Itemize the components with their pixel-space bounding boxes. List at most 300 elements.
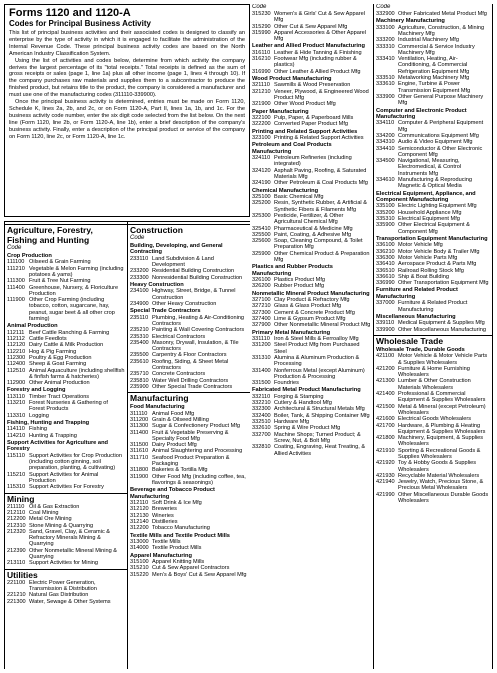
code-row <box>252 200 371 213</box>
activity-label: Household Appliance Mfg <box>398 209 462 216</box>
activity-code: 315100 <box>130 558 149 565</box>
activity-code: 311400 <box>130 429 149 436</box>
code-row <box>7 453 125 472</box>
activity-code: 221210 <box>7 592 26 599</box>
activity-code: 335100 <box>376 203 395 210</box>
activity-code: 334500 <box>376 158 395 165</box>
activity-code: 322100 <box>252 115 271 122</box>
code-row <box>7 266 125 279</box>
activity-label: Coating, Engraving, Heat Treating, & Allied Activities <box>274 444 366 457</box>
code-column-c <box>250 4 374 669</box>
activity-label: Alumina & Aluminum Production & Processing <box>274 354 360 368</box>
activity-label: Other Miscellaneous Manufacturing <box>398 326 486 333</box>
group-heading: Animal Production <box>7 323 58 330</box>
activity-code: 336610 <box>376 273 395 280</box>
code-row <box>252 69 371 75</box>
group-heading: Apparel Manufacturing <box>130 552 192 559</box>
activity-label: Veneer, Plywood, & Engineered Wood Product Mfg <box>274 88 369 102</box>
activity-label: Furniture & Home Furnishing Wholesalers <box>398 365 470 379</box>
group-heading: Beverage and Tobacco Product Manufacturing <box>130 487 215 500</box>
activity-label: Distilleries <box>152 518 178 525</box>
activity-code: 421500 <box>376 403 395 410</box>
activity-label: Water Well Drilling Contractors <box>152 377 229 384</box>
activity-label: Textile Mills <box>152 538 181 545</box>
activity-label: Other Nonmetallic Mineral Mining & Quarrying <box>29 547 117 561</box>
code-row <box>376 120 490 133</box>
code-row <box>376 479 490 492</box>
activity-label: Sheep & Goat Farming <box>29 361 87 368</box>
code-row <box>252 30 371 43</box>
activity-code: 332400 <box>252 412 271 419</box>
code-row <box>376 146 490 159</box>
activity-label: Sugar & Confectionery Product Mfg <box>152 423 240 430</box>
code-row <box>376 56 490 75</box>
activity-code: 316110 <box>252 49 271 56</box>
activity-label: Computer & Peripheral Equipment Mfg <box>398 120 484 133</box>
activity-code: 111300 <box>7 278 25 285</box>
activity-code: 234900 <box>130 301 149 307</box>
activity-label: Coal Mining <box>29 509 59 516</box>
activity-label: Other Fabricated Metal Product Mfg <box>398 11 487 17</box>
activity-code: 315220 <box>130 571 149 578</box>
code-column-label: Code <box>376 4 391 10</box>
activity-label: Apparel Accessories & Other Apparel Mfg <box>274 29 367 43</box>
activity-code: 334310 <box>376 139 395 146</box>
activity-code: 327100 <box>252 297 271 304</box>
activity-label: Recyclable Material Wholesalers <box>398 472 480 479</box>
activity-code: 235500 <box>130 352 149 359</box>
activity-code: 312120 <box>130 506 149 513</box>
activity-label: Residential Building Construction <box>152 268 235 275</box>
activity-code: 235810 <box>130 377 149 384</box>
activity-code: 325100 <box>252 194 271 201</box>
activity-label: Dairy Cattle & Milk Production <box>29 342 104 349</box>
activity-label: Engine, Turbine & Power Transmission Equipment Mfg <box>398 81 471 94</box>
code-row <box>7 560 125 566</box>
activity-code: 336510 <box>376 267 395 274</box>
code-row <box>130 288 248 301</box>
activity-label: Fishing <box>29 426 48 433</box>
activity-code: 115110 <box>7 452 25 459</box>
code-row <box>376 353 490 366</box>
activity-code: 212110 <box>7 509 26 516</box>
activity-code: 333610 <box>376 81 395 88</box>
code-row <box>252 180 371 186</box>
activity-code: 332210 <box>252 400 271 407</box>
activity-code: 212390 <box>7 547 26 554</box>
code-column-d <box>374 4 493 669</box>
activity-label: Support Activities for Crop Production (including cotton ginning, soil preparation, planting, & cultivating) <box>29 452 122 472</box>
activity-code: 212320 <box>7 528 26 535</box>
activity-code: 339110 <box>376 320 395 327</box>
activity-label: Textile Product Mills <box>152 545 202 552</box>
activity-code: 421920 <box>376 460 395 467</box>
activity-label: Communications Equipment Mfg <box>398 132 479 139</box>
lower-code-area <box>4 221 250 669</box>
activity-label: Aerospace Product & Parts Mfg <box>398 261 477 268</box>
activity-label: Lime & Gypsum Product Mfg <box>274 316 346 323</box>
code-row <box>7 484 125 490</box>
activity-label: Metalworking Machinery Mfg <box>398 75 470 82</box>
activity-label: Other Animal Production <box>29 380 90 387</box>
activity-code: 333200 <box>376 37 395 44</box>
activity-label: Sawmills & Wood Preservation <box>274 82 351 89</box>
activity-label: Beef Cattle Ranching & Farming <box>29 329 110 336</box>
code-row <box>252 444 371 457</box>
group-heading: Fabricated Metal Product Manufacturing <box>252 387 361 394</box>
intro-paragraph: Using the list of activities and codes below, determine from which activity the company derives the largest percentage of its "total receipts." Total receipts is defined as the sum of gross receipts or sales (page 1, line 1a) plus all other income (page 1, lines 4 through 10). If the company purchases raw materials and supplies them to a subcontractor to produce the finished product, but retains title to the product, the company is considered a manufacturer and must use one of the manufacturing codes (311110-339900). <box>9 57 245 99</box>
activity-label: Other Special Trade Contractors <box>152 383 233 390</box>
activity-label: Other General Purpose Machinery Mfg <box>398 93 484 107</box>
activity-code: 221300 <box>7 598 26 605</box>
activity-code: 325200 <box>252 200 271 207</box>
activity-code: 332510 <box>252 419 271 426</box>
activity-label: Other Leather & Allied Product Mfg <box>274 68 361 75</box>
activity-code: 324120 <box>252 167 271 174</box>
activity-label: Seafood Product Preparation & Packaging <box>152 454 230 468</box>
activity-code: 315290 <box>252 23 271 30</box>
group-heading: Fishing, Hunting and Trapping <box>7 420 90 427</box>
activity-label: Breweries <box>152 506 177 513</box>
activity-code: 327210 <box>252 303 271 310</box>
activity-code: 115210 <box>7 471 26 478</box>
code-row <box>130 572 248 578</box>
activity-code: 334410 <box>376 145 395 152</box>
code-row <box>7 433 125 439</box>
code-row <box>252 168 371 181</box>
activity-label: Machinery, Equipment, & Supplies Wholesalers <box>398 435 484 448</box>
code-column-label: Code <box>252 4 267 10</box>
activity-label: Ship & Boat Building <box>398 273 449 280</box>
code-row <box>7 472 125 485</box>
activity-label: Other Chemical Product & Preparation Mfg <box>274 250 370 264</box>
activity-code: 114110 <box>7 426 25 433</box>
activity-label: Motor Vehicle Parts Mfg <box>398 254 458 261</box>
activity-label: Printing & Related Support Activities <box>274 135 364 142</box>
activity-label: Motor Vehicle Body & Trailer Mfg <box>398 248 480 255</box>
activity-label: Other Miscellaneous Durable Goods Wholesalers <box>398 491 489 505</box>
page-title: Forms 1120 and 1120-A <box>9 7 131 19</box>
activity-label: Natural Gas Distribution <box>29 592 89 599</box>
activity-label: Sporting & Recreational Goods & Supplies Wholesalers <box>398 447 481 460</box>
activity-label: Greenhouse, Nursery, & Floriculture Production <box>29 284 119 297</box>
code-row <box>130 474 248 487</box>
activity-code: 332810 <box>252 444 271 451</box>
activity-code: 332110 <box>252 393 271 400</box>
group-heading: Wholesale Trade, Durable Goods <box>376 346 465 353</box>
activity-code: 421600 <box>376 416 395 423</box>
activity-code: 421100 <box>376 353 395 360</box>
activity-label: Asphalt Paving, Roofing, & Saturated Materials Mfg <box>274 167 367 181</box>
code-row <box>130 340 248 353</box>
activity-label: Electric Lighting Equipment Mfg <box>398 203 477 210</box>
activity-code: 333310 <box>376 43 395 50</box>
code-row <box>7 380 125 386</box>
activity-code: 311710 <box>130 454 149 461</box>
code-row <box>130 315 248 328</box>
activity-label: Other Cut & Sew Apparel Mfg <box>274 23 348 30</box>
activity-label: Railroad Rolling Stock Mfg <box>398 267 464 274</box>
activity-code: 212200 <box>7 516 26 523</box>
activity-code: 316990 <box>252 68 271 75</box>
activity-label: Resin, Synthetic Rubber, & Artificial & Synthetic Fibers & Filaments Mfg <box>274 200 367 213</box>
activity-code: 112210 <box>7 348 26 355</box>
group-heading: Special Trade Contractors <box>130 308 201 315</box>
activity-code: 326100 <box>252 277 271 284</box>
activity-code: 112510 <box>7 367 26 374</box>
code-row <box>130 545 248 551</box>
activity-label: Cement & Concrete Product Mfg <box>274 309 355 316</box>
activity-label: Nonresidential Building Construction <box>152 274 243 281</box>
activity-code: 333900 <box>376 93 395 100</box>
activity-label: Concrete Contractors <box>152 371 206 378</box>
activity-code: 311900 <box>130 473 149 480</box>
code-row <box>376 391 490 404</box>
activity-label: Logging <box>29 412 49 419</box>
activity-code: 421940 <box>376 479 395 486</box>
activity-code: 336210 <box>376 248 395 255</box>
activity-label: Metal Ore Mining <box>29 516 72 523</box>
activity-code: 312130 <box>130 512 149 519</box>
code-row <box>252 322 371 328</box>
activity-code: 235210 <box>130 327 149 334</box>
code-row <box>252 380 371 386</box>
activity-label: Hunting & Trapping <box>29 432 77 439</box>
activity-label: Plastics Product Mfg <box>274 277 325 284</box>
activity-label: Electrical Contractors <box>152 333 206 340</box>
activity-code: 336410 <box>376 261 395 268</box>
activity-label: Timber Tract Operations <box>29 393 90 400</box>
group-heading: Textile Mills and Textile Product Mills <box>130 532 230 539</box>
activity-code: 334200 <box>376 132 395 139</box>
code-row <box>376 423 490 436</box>
activity-label: Animal Slaughtering and Processing <box>152 448 243 455</box>
activity-label: Motor Vehicle & Motor Vehicle Parts & Supplies Wholesalers <box>398 353 488 366</box>
activity-label: Medical Equipment & Supplies Mfg <box>398 320 485 327</box>
activity-label: Forging & Stamping <box>274 393 324 400</box>
activity-label: Foundries <box>274 380 299 387</box>
code-row <box>130 275 248 281</box>
activity-code: 233300 <box>130 274 149 281</box>
activity-label: Highway, Street, Bridge, & Tunnel Construction <box>152 288 236 301</box>
activity-code: 115310 <box>7 484 26 491</box>
code-row <box>376 492 490 505</box>
activity-label: Roofing, Siding, & Sheet Metal Contractors <box>152 358 229 372</box>
activity-code: 213110 <box>7 560 26 567</box>
activity-label: Men's & Boys' Cut & Sew Apparel Mfg <box>152 571 247 578</box>
group-heading: Forestry and Logging <box>7 387 66 394</box>
activity-label: Boiler, Tank, & Shipping Container Mfg <box>274 412 370 419</box>
activity-label: Commercial & Service Industry Machinery Mfg <box>398 43 475 56</box>
activity-label: Manufacturing & Reproducing Magnetic & Optical Media <box>398 177 473 190</box>
activity-label: Rubber Product Mfg <box>274 283 325 290</box>
code-row <box>376 280 490 286</box>
activity-label: Metal & Mineral (except Petroleum) Wholesalers <box>398 403 486 416</box>
activity-label: Nonferrous Metal (except Aluminum) Production & Processing <box>274 367 365 380</box>
code-row <box>376 327 490 333</box>
activity-code: 212310 <box>7 522 26 529</box>
group-heading: Miscellaneous Manufacturing <box>376 313 456 320</box>
intro-box <box>4 4 250 217</box>
activity-code: 235900 <box>130 383 149 390</box>
group-heading: Crop Production <box>7 253 52 259</box>
code-row <box>376 44 490 57</box>
activity-label: Soap, Cleaning Compound, & Toilet Preparation Mfg <box>274 238 363 251</box>
activity-label: Steel Product Mfg from Purchased Steel <box>274 342 360 355</box>
activity-label: Footwear Mfg (including rubber & plastics) <box>274 56 357 69</box>
activity-code: 336300 <box>376 254 395 261</box>
activity-code: 112900 <box>7 380 26 387</box>
activity-code: 315230 <box>252 11 271 17</box>
activity-code: 233200 <box>130 268 149 275</box>
activity-label: Animal Food Mfg <box>152 410 195 417</box>
section-heading: Manufacturing <box>128 392 250 403</box>
activity-label: Other Nonmetallic Mineral Product Mfg <box>274 322 371 329</box>
group-heading: Machinery Manufacturing <box>376 18 445 25</box>
activity-code: 315990 <box>252 29 271 36</box>
activity-code: 331500 <box>252 380 271 387</box>
activity-code: 311500 <box>130 442 149 449</box>
activity-label: Iron & Steel Mills & Ferroalloy Mfg <box>274 336 359 343</box>
activity-label: Electrical Equipment Mfg <box>398 216 460 223</box>
activity-code: 312110 <box>130 500 149 507</box>
activity-code: 324190 <box>252 180 271 187</box>
code-row <box>130 455 248 468</box>
activity-code: 235110 <box>130 314 149 321</box>
code-row <box>130 359 248 372</box>
activity-label: Agriculture, Construction, & Mining Machinery Mfg <box>398 24 485 37</box>
code-row <box>252 89 371 102</box>
activity-code: 326200 <box>252 283 271 290</box>
activity-code: 314000 <box>130 545 149 552</box>
activity-code: 233110 <box>130 255 149 262</box>
code-row <box>252 101 371 107</box>
activity-label: Other Crop Farming (including tobacco, cotton, sugarcane, hay, peanut, sugar beet & all other crop farming) <box>29 297 115 323</box>
activity-code: 335900 <box>376 222 395 229</box>
activity-label: Carpentry & Floor Contractors <box>152 352 227 359</box>
intro-paragraph: Once the principal business activity is determined, entries must be made on Form 1120, Schedule K, lines 2a, 2b, and 2c, or on Form 1120-A, Part II, lines 1a, 1b, and 1c. For the business activity code number, enter the six digit code selected from the list below. On the next line (Form 1120, line 2b, or Form 1120-A, line 1b), enter a brief description of the company's business activity. Finally, enter a description of the principal product or service of the company on Form 1120, line 2c, or Form 1120-A, line 1c. <box>9 99 245 140</box>
activity-code: 112400 <box>7 361 26 368</box>
activity-label: Pharmaceutical & Medicine Mfg <box>274 225 353 232</box>
activity-code: 325500 <box>252 231 271 238</box>
activity-code: 421400 <box>376 391 395 398</box>
activity-label: Masonry, Drywall, Insulation, & Tile Contractors <box>152 339 239 353</box>
group-heading: Heavy Construction <box>130 282 184 288</box>
activity-label: Navigational, Measuring, Electromedical, & Control Instruments Mfg <box>398 158 462 177</box>
activity-label: Water, Sewage & Other Systems <box>29 598 111 605</box>
activity-code: 321900 <box>252 101 271 108</box>
group-heading: Paper Manufacturing <box>252 108 309 115</box>
activity-code: 234100 <box>130 288 149 295</box>
group-heading: Furniture and Related Product Manufacturing <box>376 287 458 300</box>
activity-code: 421990 <box>376 491 395 498</box>
group-heading: Computer and Electronic Product Manufacturing <box>376 107 467 120</box>
activity-code: 333410 <box>376 56 395 63</box>
activity-code: 331110 <box>252 336 270 343</box>
page-subtitle: Codes for Principal Business Activity <box>9 19 151 28</box>
group-heading: Support Activities for Agriculture and Forestry <box>7 440 109 453</box>
group-heading: Building, Developing, and General Contracting <box>130 243 223 256</box>
activity-label: Support Activities For Forestry <box>29 484 104 491</box>
activity-code: 112300 <box>7 354 26 361</box>
activity-code: 316210 <box>252 56 271 63</box>
activity-label: Plumbing, Heating & Air-Conditioning Contractors <box>152 314 245 327</box>
code-row <box>252 238 371 251</box>
code-row <box>376 435 490 448</box>
activity-code: 325600 <box>252 238 271 245</box>
activity-code: 421700 <box>376 422 395 429</box>
activity-label: Oil & Gas Extraction <box>29 503 80 510</box>
activity-label: Cattle Feedlots <box>29 336 67 343</box>
activity-label: Basic Chemical Mfg <box>274 194 324 201</box>
activity-label: Women's & Girls' Cut & Sew Apparel Mfg <box>274 11 365 24</box>
code-row <box>7 548 125 561</box>
activity-label: Furniture & Related Product Manufacturing <box>398 300 468 313</box>
activity-label: Other Transportation Equipment Mfg <box>398 280 489 287</box>
code-row <box>376 460 490 473</box>
activity-label: Jewelry, Watch, Precious Stone, & Precious Metal Wholesalers <box>398 479 484 492</box>
code-row <box>252 213 371 226</box>
activity-label: Spring & Wire Product Mfg <box>274 425 341 432</box>
code-row <box>7 400 125 413</box>
activity-code: 235710 <box>130 371 149 378</box>
activity-code: 112111 <box>7 329 25 336</box>
activity-label: Vegetable & Melon Farming (including potatoes & yams) <box>29 265 124 278</box>
activity-label: Converted Paper Product Mfg <box>274 121 348 128</box>
activity-code: 235610 <box>130 358 149 365</box>
activity-label: Sand, Gravel, Clay, & Ceramic & Refractory Minerals Mining & Quarrying <box>29 528 111 548</box>
code-row <box>7 413 125 419</box>
code-column-b <box>128 222 250 669</box>
activity-label: Ventilation, Heating, Air-Conditioning, & Commercial Refrigeration Equipment Mfg <box>398 56 470 75</box>
section-heading: Wholesale Trade <box>374 335 492 346</box>
activity-label: Architectural & Structural Metals Mfg <box>274 406 365 413</box>
activity-code: 111900 <box>7 297 25 304</box>
activity-code: 321110 <box>252 82 270 89</box>
activity-code: 421300 <box>376 378 395 385</box>
activity-code: 313000 <box>130 538 149 545</box>
activity-label: Audio & Video Equipment Mfg <box>398 139 473 146</box>
activity-code: 113210 <box>7 400 26 407</box>
code-row <box>376 94 490 107</box>
activity-label: Poultry & Egg Production <box>29 354 92 361</box>
activity-code: 332700 <box>252 431 271 438</box>
activity-label: Pesticide, Fertilizer, & Other Agricultural Chemical Mfg <box>274 212 344 226</box>
code-row <box>252 342 371 355</box>
code-row <box>376 404 490 417</box>
section-heading: Agriculture, Forestry, Fishing and Hunting <box>5 224 127 245</box>
activity-label: Hardware, & Plumbing & Heating Equipment & Supplies Wholesalers <box>398 422 486 435</box>
activity-label: Motor Vehicle Mfg <box>398 242 443 249</box>
activity-label: Machine Shops; Turned Product; & Screw, Nut, & Bolt Mfg <box>274 431 361 444</box>
code-row <box>376 11 490 17</box>
code-row <box>252 355 371 368</box>
code-row <box>252 283 371 289</box>
section-heading: Mining <box>5 493 127 504</box>
activity-label: Electric Power Generation, Transmission & Distribution <box>29 579 97 592</box>
activity-label: Paint, Coating, & Adhesive Mfg <box>274 231 352 238</box>
activity-code: 339900 <box>376 326 395 333</box>
activity-label: Painting & Wall Covering Contractors <box>152 327 245 334</box>
activity-code: 327900 <box>252 322 271 329</box>
activity-label: Other Wood Product Mfg <box>274 101 336 108</box>
activity-label: Semiconductor & Other Electronic Component Mfg <box>398 145 483 158</box>
activity-label: Other Electrical Equipment & Component Mfg <box>398 222 470 235</box>
activity-label: Apparel Knitting Mills <box>152 558 205 565</box>
activity-label: Tobacco Manufacturing <box>152 525 210 532</box>
intro-paragraph: This list of principal business activities and their associated codes is designed to classify an enterprise by the type of activity in which it is engaged to facilitate the administration of the Internal Revenue Code. These principal business activity codes are based on the North American Industry Classification System. <box>9 30 245 57</box>
code-row <box>252 432 371 445</box>
